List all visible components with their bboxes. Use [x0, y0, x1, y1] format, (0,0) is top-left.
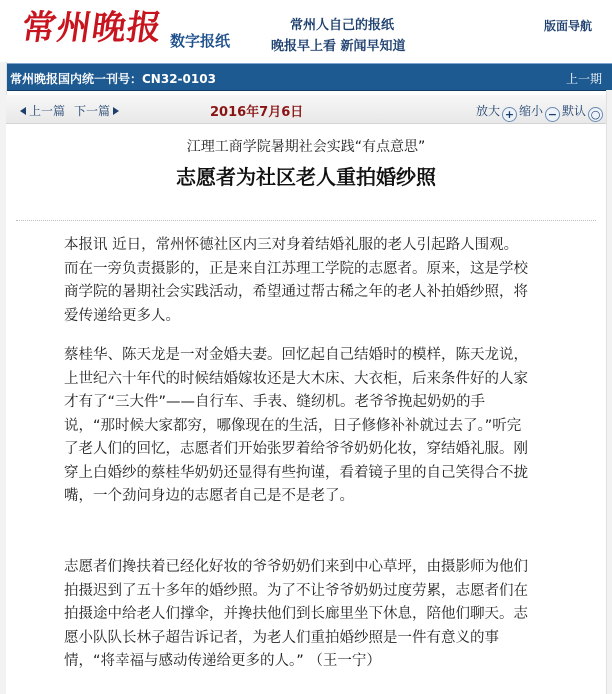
zoom-in-label: 放大	[476, 104, 501, 118]
page-navigation-link[interactable]: 版面导航	[544, 19, 593, 33]
previous-article-button[interactable]	[20, 102, 65, 119]
slogan-line-1: 常州人自己的报纸	[290, 18, 395, 33]
previous-article-label: 上一篇	[29, 104, 66, 118]
previous-edition-link[interactable]: 上一期	[566, 72, 603, 86]
issue-date: 2016年7月6日	[210, 105, 304, 120]
newspaper-logo[interactable]: 常州晚报	[19, 8, 165, 48]
triangle-right-icon	[113, 107, 119, 115]
triangle-left-icon	[20, 107, 26, 115]
right-gutter	[606, 90, 612, 694]
zoom-out-button[interactable]	[519, 102, 560, 122]
article-kicker: 江理工商学院暑期社会实践“有点意思”	[186, 139, 426, 155]
default-size-button[interactable]	[562, 102, 603, 122]
zoom-in-button[interactable]	[476, 102, 517, 122]
article-paragraph: 志愿者们搀扶着已经化好妆的爷爷奶奶们来到中心草坪，由摄影师为他们拍摄迟到了五十多年的婚纱照。为了不让爷爷奶奶过度劳累，志愿者们在拍摄途中给老人们撑伞，并搀扶他们到长廊里坐下休息，陪他们聊天。志愿小队队长林子超告诉记者，为老人们重拍婚纱照是一件有意义的事情，“将幸福与感动传递给更多的人。” （王一宁）	[64, 559, 528, 669]
next-article-button[interactable]	[74, 102, 119, 119]
slogan-line-2: 晚报早上看 新闻早知道	[271, 39, 406, 54]
default-size-label: 默认	[562, 104, 587, 118]
article-toolbar	[6, 95, 606, 124]
zoom-out-label: 缩小	[519, 104, 544, 118]
article-paragraph: 蔡桂华、陈天龙是一对金婚夫妻。回忆起自己结婚时的模样，陈天龙说，上世纪六十年代的时候结婚嫁妆还是大木床、大衣柜，后来条件好的人家才有了“三大件”——自行车、手表、缝纫机。老爷爷挽起奶奶的手说，“那时候大家都穷，哪像现在的生活，日子修修补补就过去了。”听完了老人们的回忆，志愿者们开始张罗着给爷爷奶奶化妆，穿结婚礼服。刚穿上白婚纱的蔡桂华奶奶还显得有些拘谨，看着镜子里的自己笑得合不拢嘴，一个劲问身边的志愿者自己是不是老了。	[64, 347, 528, 504]
article-divider	[16, 220, 596, 221]
reset-icon: ○	[588, 107, 603, 122]
issn-bar	[0, 63, 612, 91]
masthead	[0, 0, 612, 62]
digital-edition-label: 数字报纸	[170, 32, 231, 50]
minus-icon: −	[545, 107, 560, 122]
next-article-label: 下一篇	[74, 104, 111, 118]
article-headline: 志愿者为社区老人重拍婚纱照	[176, 165, 436, 189]
article-paragraph: 本报讯 近日，常州怀德社区内三对身着结婚礼服的老人引起路人围观。而在一旁负责摄影的，正是来自江苏理工学院的志愿者。原来，这是学校商学院的暑期社会实践活动，希望通过帮古稀之年的老人补拍婚纱照，将爱传递给更多人。	[64, 237, 528, 324]
article-body	[6, 124, 606, 694]
issn-text: 常州晚报国内统一刊号：CN32-0103	[10, 72, 216, 86]
plus-icon: +	[502, 107, 517, 122]
